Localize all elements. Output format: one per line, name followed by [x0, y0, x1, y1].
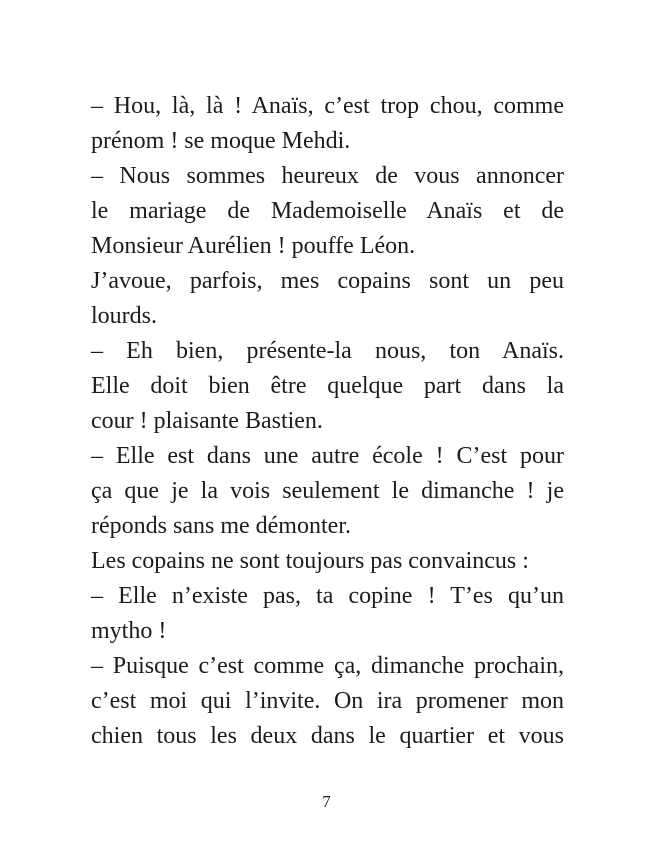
text-line: prénom ! se moque Mehdi. [91, 128, 351, 154]
text-line: – Hou, là, là ! Anaïs, c’est trop chou, comme [91, 93, 564, 119]
body-text [91, 89, 564, 754]
text-line: mytho ! [91, 618, 167, 644]
text-line: ça que je la vois seulement le dimanche ! je [91, 478, 564, 504]
text-line: – Eh bien, présente-la nous, ton Anaïs. [91, 338, 564, 364]
text-line: cour ! plaisante Bastien. [91, 408, 323, 434]
text-line: c’est moi qui l’invite. On ira promener mon [91, 688, 564, 714]
text-line: Les copains ne sont toujours pas convaincus : [91, 548, 529, 574]
text-line: – Elle est dans une autre école ! C’est pour [91, 443, 564, 469]
text-line: chien tous les deux dans le quartier et vous [91, 723, 564, 749]
text-line: – Elle n’existe pas, ta copine ! T’es qu’un [91, 583, 564, 609]
page-number: 7 [322, 792, 331, 811]
text-line: – Nous sommes heureux de vous annoncer [91, 163, 564, 189]
text-line: J’avoue, parfois, mes copains sont un peu [91, 268, 564, 294]
text-line: – Puisque c’est comme ça, dimanche prochain, [91, 653, 564, 679]
text-line: réponds sans me démonter. [91, 513, 351, 539]
text-line: lourds. [91, 303, 157, 329]
text-line: le mariage de Mademoiselle Anaïs et de [91, 198, 564, 224]
text-line: Elle doit bien être quelque part dans la [91, 373, 564, 399]
text-line: Monsieur Aurélien ! pouffe Léon. [91, 233, 416, 259]
